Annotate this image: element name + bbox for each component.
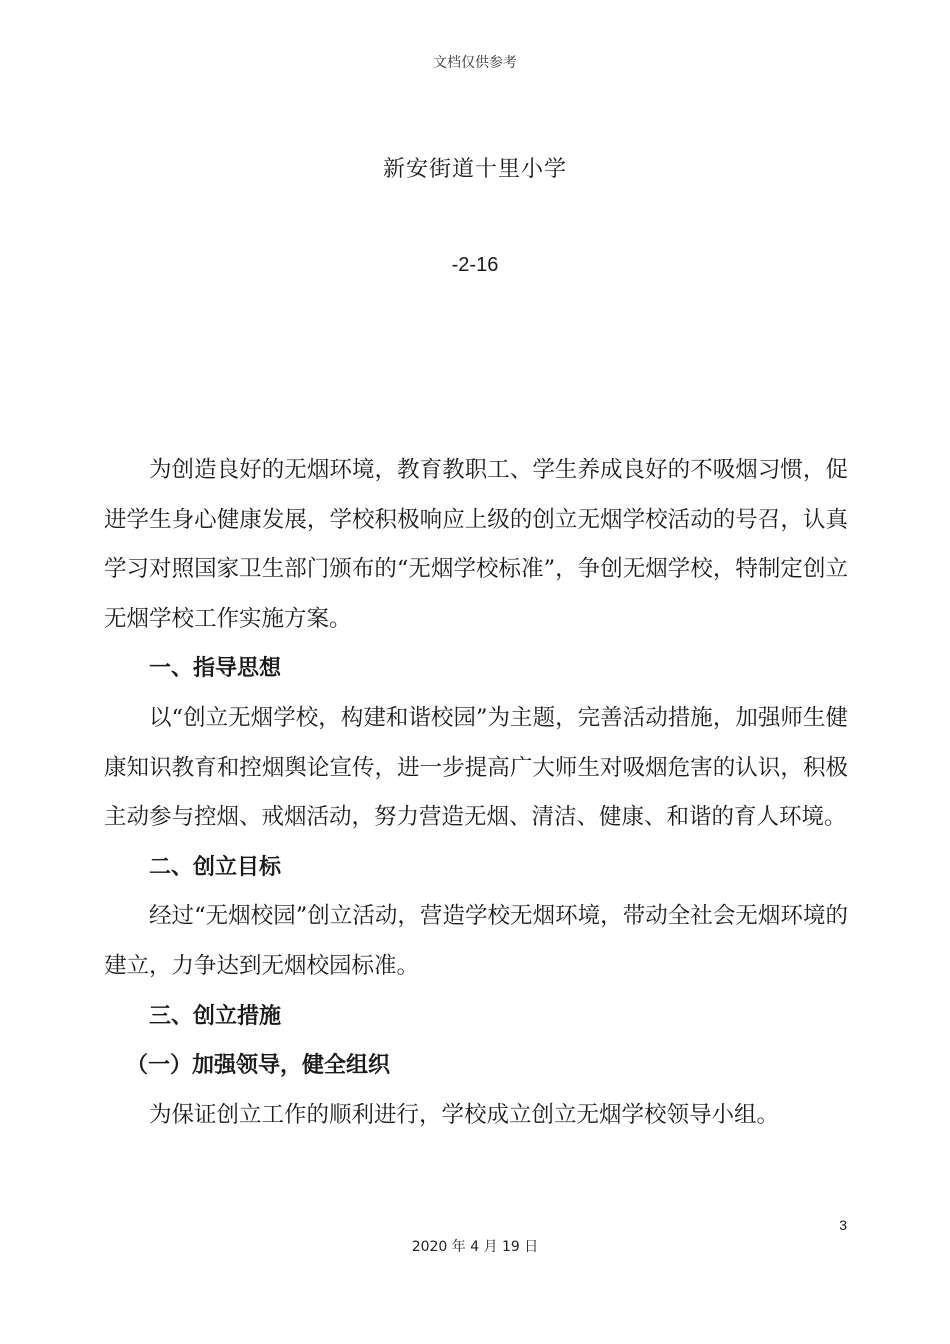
guiding-ideology-paragraph: 以“创立无烟学校，构建和谐校园”为主题，完善活动措施，加强师生健康知识教育和控烟舆论宣传，进一步提高广大师生对吸烟危害的认识，积极主动参与控烟、戒烟活动，努力营造无烟、清洁、健康、和谐的育人环境。 [104,704,848,831]
goals-paragraph: 经过“无烟校园”创立活动，营造学校无烟环境，带动全社会无烟环境的建立，力争达到无烟校园标准。 [104,903,848,979]
document-body [104,446,848,1140]
section-heading-measures: 三、创立措施 [149,1003,282,1029]
page-header: 文档仅供参考 [433,55,517,71]
page-footer-date: 2020 年 4 月 19 日 [411,1239,539,1255]
school-name: 新安街道十里小学 [382,157,567,182]
intro-paragraph: 为创造良好的无烟环境，教育教职工、学生养成良好的不吸烟习惯，促进学生身心健康发展，学校积极响应上级的创立无烟学校活动的号召，认真学习对照国家卫生部门颁布的“无烟学校标准”，争创无烟学校，特制定创立无烟学校工作实施方案。 [104,457,848,632]
section-heading-goals: 二、创立目标 [149,854,282,880]
document-date: -2-16 [451,254,499,276]
page-number: 3 [839,1217,847,1233]
leadership-paragraph: 为保证创立工作的顺利进行，学校成立创立无烟学校领导小组。 [149,1101,780,1128]
subsection-heading-leadership: （一）加强领导，健全组织 [126,1053,391,1079]
section-heading-guiding-ideology: 一、指导思想 [149,656,282,682]
